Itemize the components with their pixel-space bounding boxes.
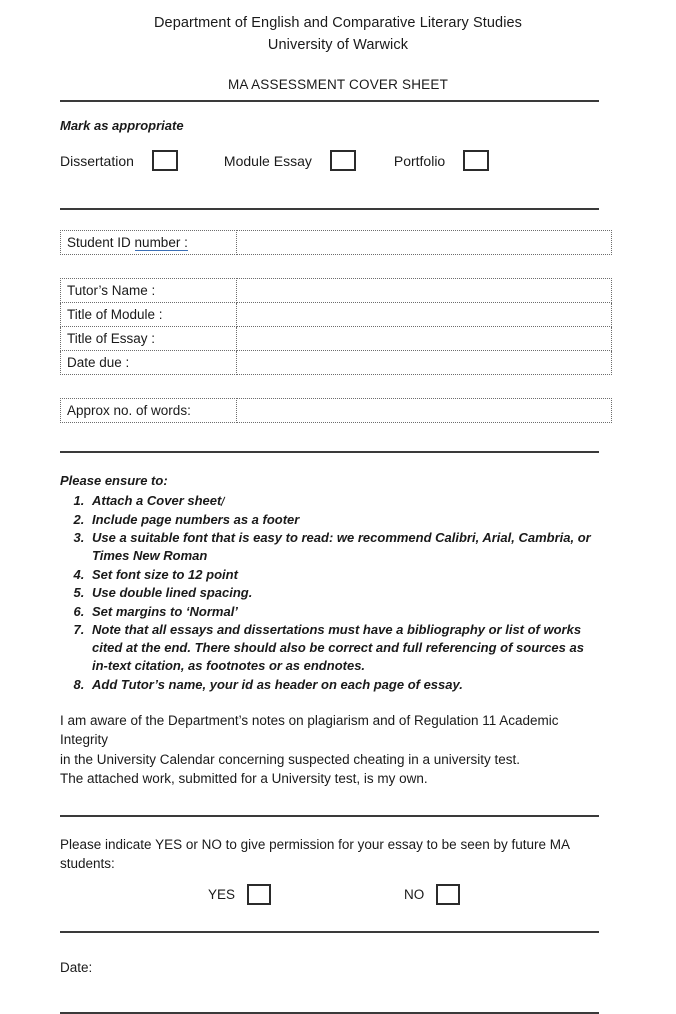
declaration-line-3: The attached work, submitted for a University test, is my own.	[60, 771, 428, 786]
option-module-essay[interactable]	[224, 150, 356, 171]
divider-bottom	[60, 1012, 599, 1014]
divider-below-permission	[60, 931, 599, 933]
list-item	[88, 492, 600, 510]
list-item: 6. Set margins to ‘Normal’	[88, 603, 600, 621]
option-portfolio[interactable]	[394, 150, 489, 171]
tutor-name-label: Tutor’s Name :	[61, 279, 237, 303]
student-id-label-prefix: Student ID	[67, 234, 135, 250]
list-item: 8. Add Tutor’s name, your id as header on each page of essay.	[88, 676, 600, 694]
title-of-essay-label: Title of Essay :	[61, 327, 237, 351]
list-item: 7. Note that all essays and dissertations must have a bibliography or list of works cited at the end. There should also be correct and full referencing of sources as in-text citation, as footnotes or as endnotes.	[88, 621, 600, 675]
permission-no-label: NO	[404, 886, 425, 902]
option-dissertation[interactable]	[60, 150, 178, 171]
option-dissertation-label: Dissertation	[60, 152, 134, 169]
student-id-label-underlined: number :	[134, 234, 188, 250]
student-id-label	[61, 231, 237, 255]
permission-yes-label: YES	[208, 886, 236, 902]
divider-below-declaration	[60, 815, 599, 817]
plagiarism-declaration	[60, 711, 600, 789]
mark-as-appropriate-label: Mark as appropriate	[60, 118, 184, 133]
option-module-essay-label: Module Essay	[223, 152, 312, 169]
list-item: 3. Use a suitable font that is easy to read: we recommend Calibri, Arial, Cambria, or Times New Roman	[88, 529, 600, 565]
approx-words-input[interactable]	[237, 399, 612, 423]
declaration-line-1: I am aware of the Department’s notes on plagiarism and of Regulation 11 Academic Integrity	[60, 712, 559, 747]
list-item: 5. Use double lined spacing.	[88, 584, 600, 602]
text-cursor-icon: /	[220, 493, 227, 510]
divider-below-words-table	[60, 451, 599, 453]
permission-options	[60, 884, 616, 905]
permission-prompt: Please indicate YES or NO to give permission for your essay to be seen by future MA students:	[60, 836, 570, 871]
checkbox-dissertation[interactable]	[152, 150, 178, 171]
table-row	[61, 303, 612, 327]
table-row	[61, 231, 612, 255]
date-due-input[interactable]	[237, 351, 612, 375]
checkbox-module-essay[interactable]	[330, 150, 356, 171]
approx-words-table	[60, 398, 612, 423]
please-ensure-heading: Please ensure to:	[60, 473, 168, 488]
declaration-line-2: in the University Calendar concerning suspected cheating in a university test.	[60, 751, 520, 767]
date-due-label: Date due :	[61, 351, 237, 375]
assessment-type-options	[60, 150, 616, 171]
divider-below-mark-section	[60, 208, 599, 210]
list-item: 4. Set font size to 12 point	[88, 566, 600, 584]
table-row	[61, 399, 612, 423]
table-row	[61, 279, 612, 303]
tutor-name-input[interactable]	[237, 279, 612, 303]
university-name: University of Warwick	[267, 37, 409, 53]
student-id-input[interactable]	[237, 231, 612, 255]
list-item-text: Attach a Cover sheet	[92, 493, 222, 508]
title-of-module-label: Title of Module :	[61, 303, 237, 327]
requirements-list	[60, 492, 600, 694]
assignment-details-table	[60, 278, 612, 375]
signature-date-label: Date:	[60, 959, 93, 975]
checkbox-permission-no[interactable]	[436, 884, 460, 905]
option-portfolio-label: Portfolio	[393, 152, 446, 169]
document-header	[60, 0, 616, 56]
table-row	[61, 327, 612, 351]
approx-words-label: Approx no. of words:	[61, 399, 237, 423]
department-name: Department of English and Comparative Literary Studies	[153, 15, 523, 31]
divider-below-title	[60, 100, 599, 102]
student-id-table	[60, 230, 612, 255]
checkbox-portfolio[interactable]	[463, 150, 489, 171]
page-title: MA ASSESSMENT COVER SHEET	[227, 77, 449, 92]
list-item: 2. Include page numbers as a footer	[88, 511, 600, 529]
title-of-essay-input[interactable]	[237, 327, 612, 351]
title-of-module-input[interactable]	[237, 303, 612, 327]
table-row	[61, 351, 612, 375]
checkbox-permission-yes[interactable]	[247, 884, 271, 905]
